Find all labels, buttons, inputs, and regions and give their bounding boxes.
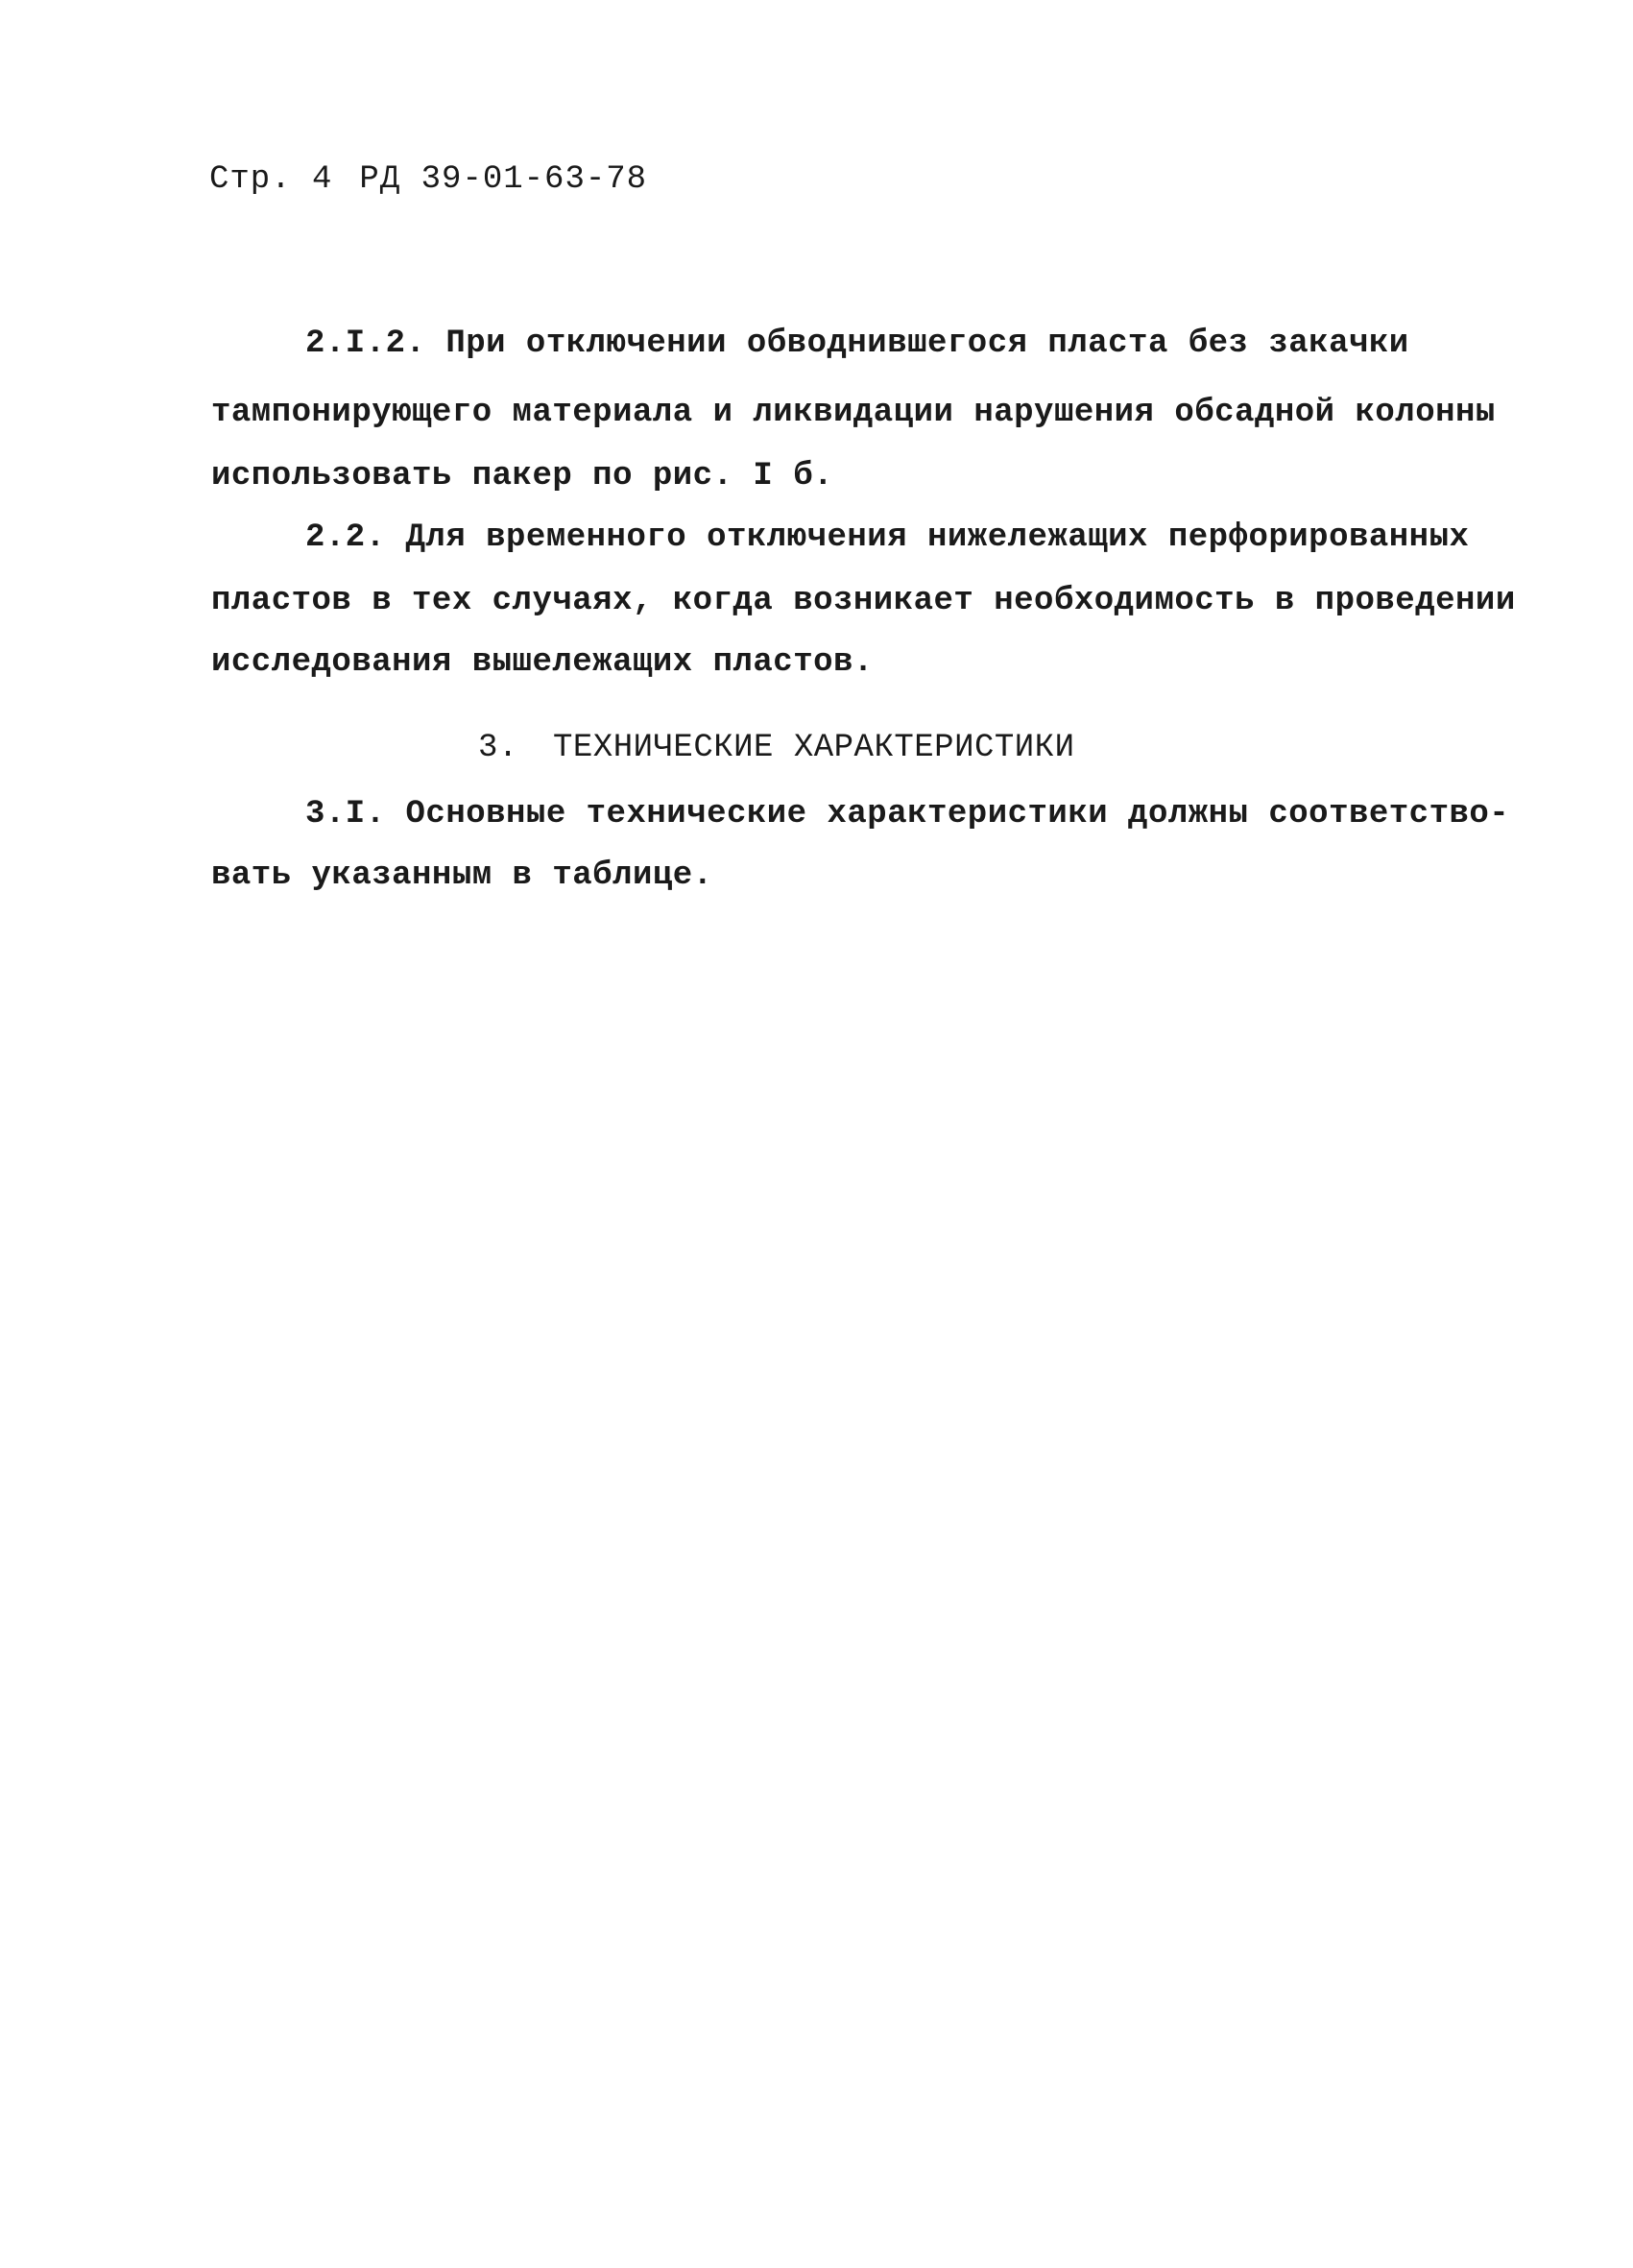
section-3-heading bbox=[478, 730, 1075, 766]
paragraph-2-1-2-line-1: 2.I.2. При отключении обводнившегося пласта без закачки bbox=[305, 326, 1409, 362]
page-number-label: Стр. 4 bbox=[209, 161, 333, 198]
paragraph-2-2-line-3: исследования вышележащих пластов. bbox=[211, 644, 874, 681]
paragraph-2-2-line-2: пластов в тех случаях, когда возникает необходимость в проведении bbox=[211, 583, 1516, 619]
section-3-number: 3. bbox=[478, 730, 518, 766]
paragraph-3-1-line-2: вать указанным в таблице. bbox=[211, 857, 713, 894]
section-3-title: ТЕХНИЧЕСКИЕ ХАРАКТЕРИСТИКИ bbox=[553, 730, 1075, 766]
paragraph-2-1-2-line-2: тампонирующего материала и ликвидации нарушения обсадной колонны bbox=[211, 395, 1496, 431]
paragraph-2-2-line-1: 2.2. Для временного отключения нижележащих перфорированных bbox=[305, 519, 1470, 556]
paragraph-3-1-line-1: 3.I. Основные технические характеристики должны соответство- bbox=[305, 796, 1510, 832]
document-code: РД 39-01-63-78 bbox=[359, 161, 648, 198]
paragraph-2-1-2-line-3: использовать пакер по рис. I б. bbox=[211, 458, 834, 495]
page-header bbox=[209, 161, 647, 198]
